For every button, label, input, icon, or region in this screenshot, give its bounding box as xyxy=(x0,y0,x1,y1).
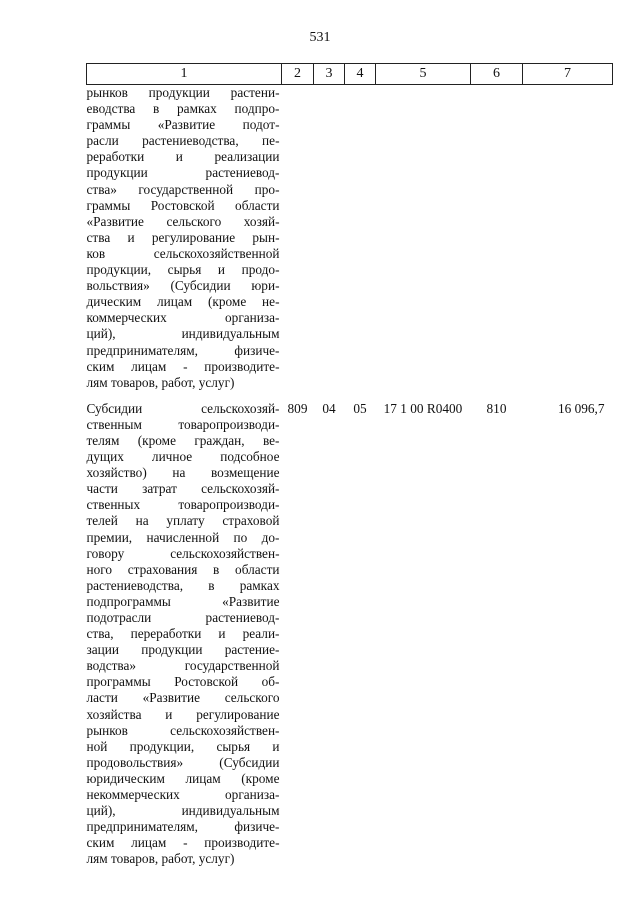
description-line: ства, переработки и реали- xyxy=(86,626,280,642)
description-line: Субсидии сельскохозяй- xyxy=(86,400,280,416)
description-line: подпрограммы «Развитие xyxy=(86,593,280,609)
description-line: водства» государственной xyxy=(86,658,280,674)
cell-section: 04 xyxy=(322,400,336,416)
header-col-3: 3 xyxy=(314,64,345,85)
description-line: хозяйства и регулирование xyxy=(86,706,280,722)
description-line: лям товаров, работ, услуг) xyxy=(86,851,235,867)
description-line: рынков продукции растени- xyxy=(86,85,280,100)
description-line: ства» государственной про- xyxy=(86,181,280,197)
description-line: ства и регулирование рын- xyxy=(86,229,280,245)
cell-amount xyxy=(523,85,613,391)
row-description xyxy=(87,391,282,868)
header-col-2: 2 xyxy=(282,64,314,85)
description-line: некоммерческих организа- xyxy=(86,787,280,803)
description-line: вольствия» (Субсидии юри- xyxy=(86,278,280,294)
description-line: ственным товаропроизводи- xyxy=(86,416,280,432)
description-line: продукции растениевод- xyxy=(86,165,280,181)
description-line: подотрасли растениевод- xyxy=(86,610,280,625)
description-line: граммы «Развитие подот- xyxy=(86,117,280,133)
cell-expense-type xyxy=(471,85,523,391)
description-line: предпринимателям, физиче- xyxy=(86,819,280,835)
description-line: премии, начисленной по до- xyxy=(86,529,280,545)
description-line: ков сельскохозяйственной xyxy=(86,245,280,261)
header-row xyxy=(87,64,613,85)
description-line: ласти «Развитие сельского xyxy=(86,690,280,706)
description-line: еводства в рамках подпро- xyxy=(86,101,280,117)
description-line: юридическим лицам (кроме xyxy=(86,770,280,786)
description-line: ного страхования в области xyxy=(86,561,280,577)
table-row xyxy=(87,85,613,391)
description-line: коммерческих организа- xyxy=(86,310,280,326)
cell-expense-type: 810 xyxy=(486,400,507,416)
description-line: растениеводства, в рамках xyxy=(86,577,280,593)
header-col-7: 7 xyxy=(523,64,613,85)
description-line: граммы Ростовской области xyxy=(86,197,280,213)
cell-subsection xyxy=(345,85,376,391)
description-line: дущих личное подсобное xyxy=(86,449,280,465)
header-col-1: 1 xyxy=(87,64,282,85)
description-line: ственных товаропроизводи- xyxy=(86,497,280,513)
header-col-5: 5 xyxy=(376,64,471,85)
description-line: продукции, сырья и продо- xyxy=(86,262,280,278)
description-line: предпринимателям, физиче- xyxy=(86,342,280,358)
description-line: телям (кроме граждан, ве- xyxy=(86,432,280,448)
cell-ministry-code xyxy=(282,85,314,391)
page-number: 531 xyxy=(309,30,331,45)
description-line: расли растениеводства, пе- xyxy=(86,133,280,149)
description-line: дическим лицам (кроме не- xyxy=(86,294,280,310)
description-line: ной продукции, сырья и xyxy=(86,738,280,754)
description-line: продовольствия» (Субсидии xyxy=(86,754,280,770)
table-row xyxy=(87,391,613,868)
row-description xyxy=(87,85,282,391)
header-col-4: 4 xyxy=(345,64,376,85)
header-col-6: 6 xyxy=(471,64,523,85)
description-line: лям товаров, работ, услуг) xyxy=(86,374,235,390)
cell-target-article xyxy=(376,85,471,391)
description-line: реработки и реализации xyxy=(86,149,280,165)
description-line: говору сельскохозяйствен- xyxy=(86,545,280,561)
description-line: ским лицам - производите- xyxy=(86,358,280,374)
description-line: ций), индивидуальным xyxy=(86,326,280,342)
description-line: программы Ростовской об- xyxy=(86,674,280,690)
cell-section xyxy=(314,85,345,391)
budget-table xyxy=(86,63,613,868)
description-line: хозяйство) на возмещение xyxy=(86,465,280,481)
description-line: ским лицам - производите- xyxy=(86,835,280,851)
cell-subsection: 05 xyxy=(353,400,367,416)
cell-ministry-code: 809 xyxy=(287,400,308,416)
description-line: зации продукции растение- xyxy=(86,642,280,658)
cell-target-article: 17 1 00 R0400 xyxy=(383,400,463,416)
description-line: части затрат сельскохозяй- xyxy=(86,481,280,497)
description-line: ций), индивидуальным xyxy=(86,803,280,819)
cell-amount: 16 096,7 xyxy=(557,400,605,416)
description-line: «Развитие сельского хозяй- xyxy=(86,213,280,229)
description-line: рынков сельскохозяйствен- xyxy=(86,722,280,738)
description-line: телей на уплату страховой xyxy=(86,513,280,529)
